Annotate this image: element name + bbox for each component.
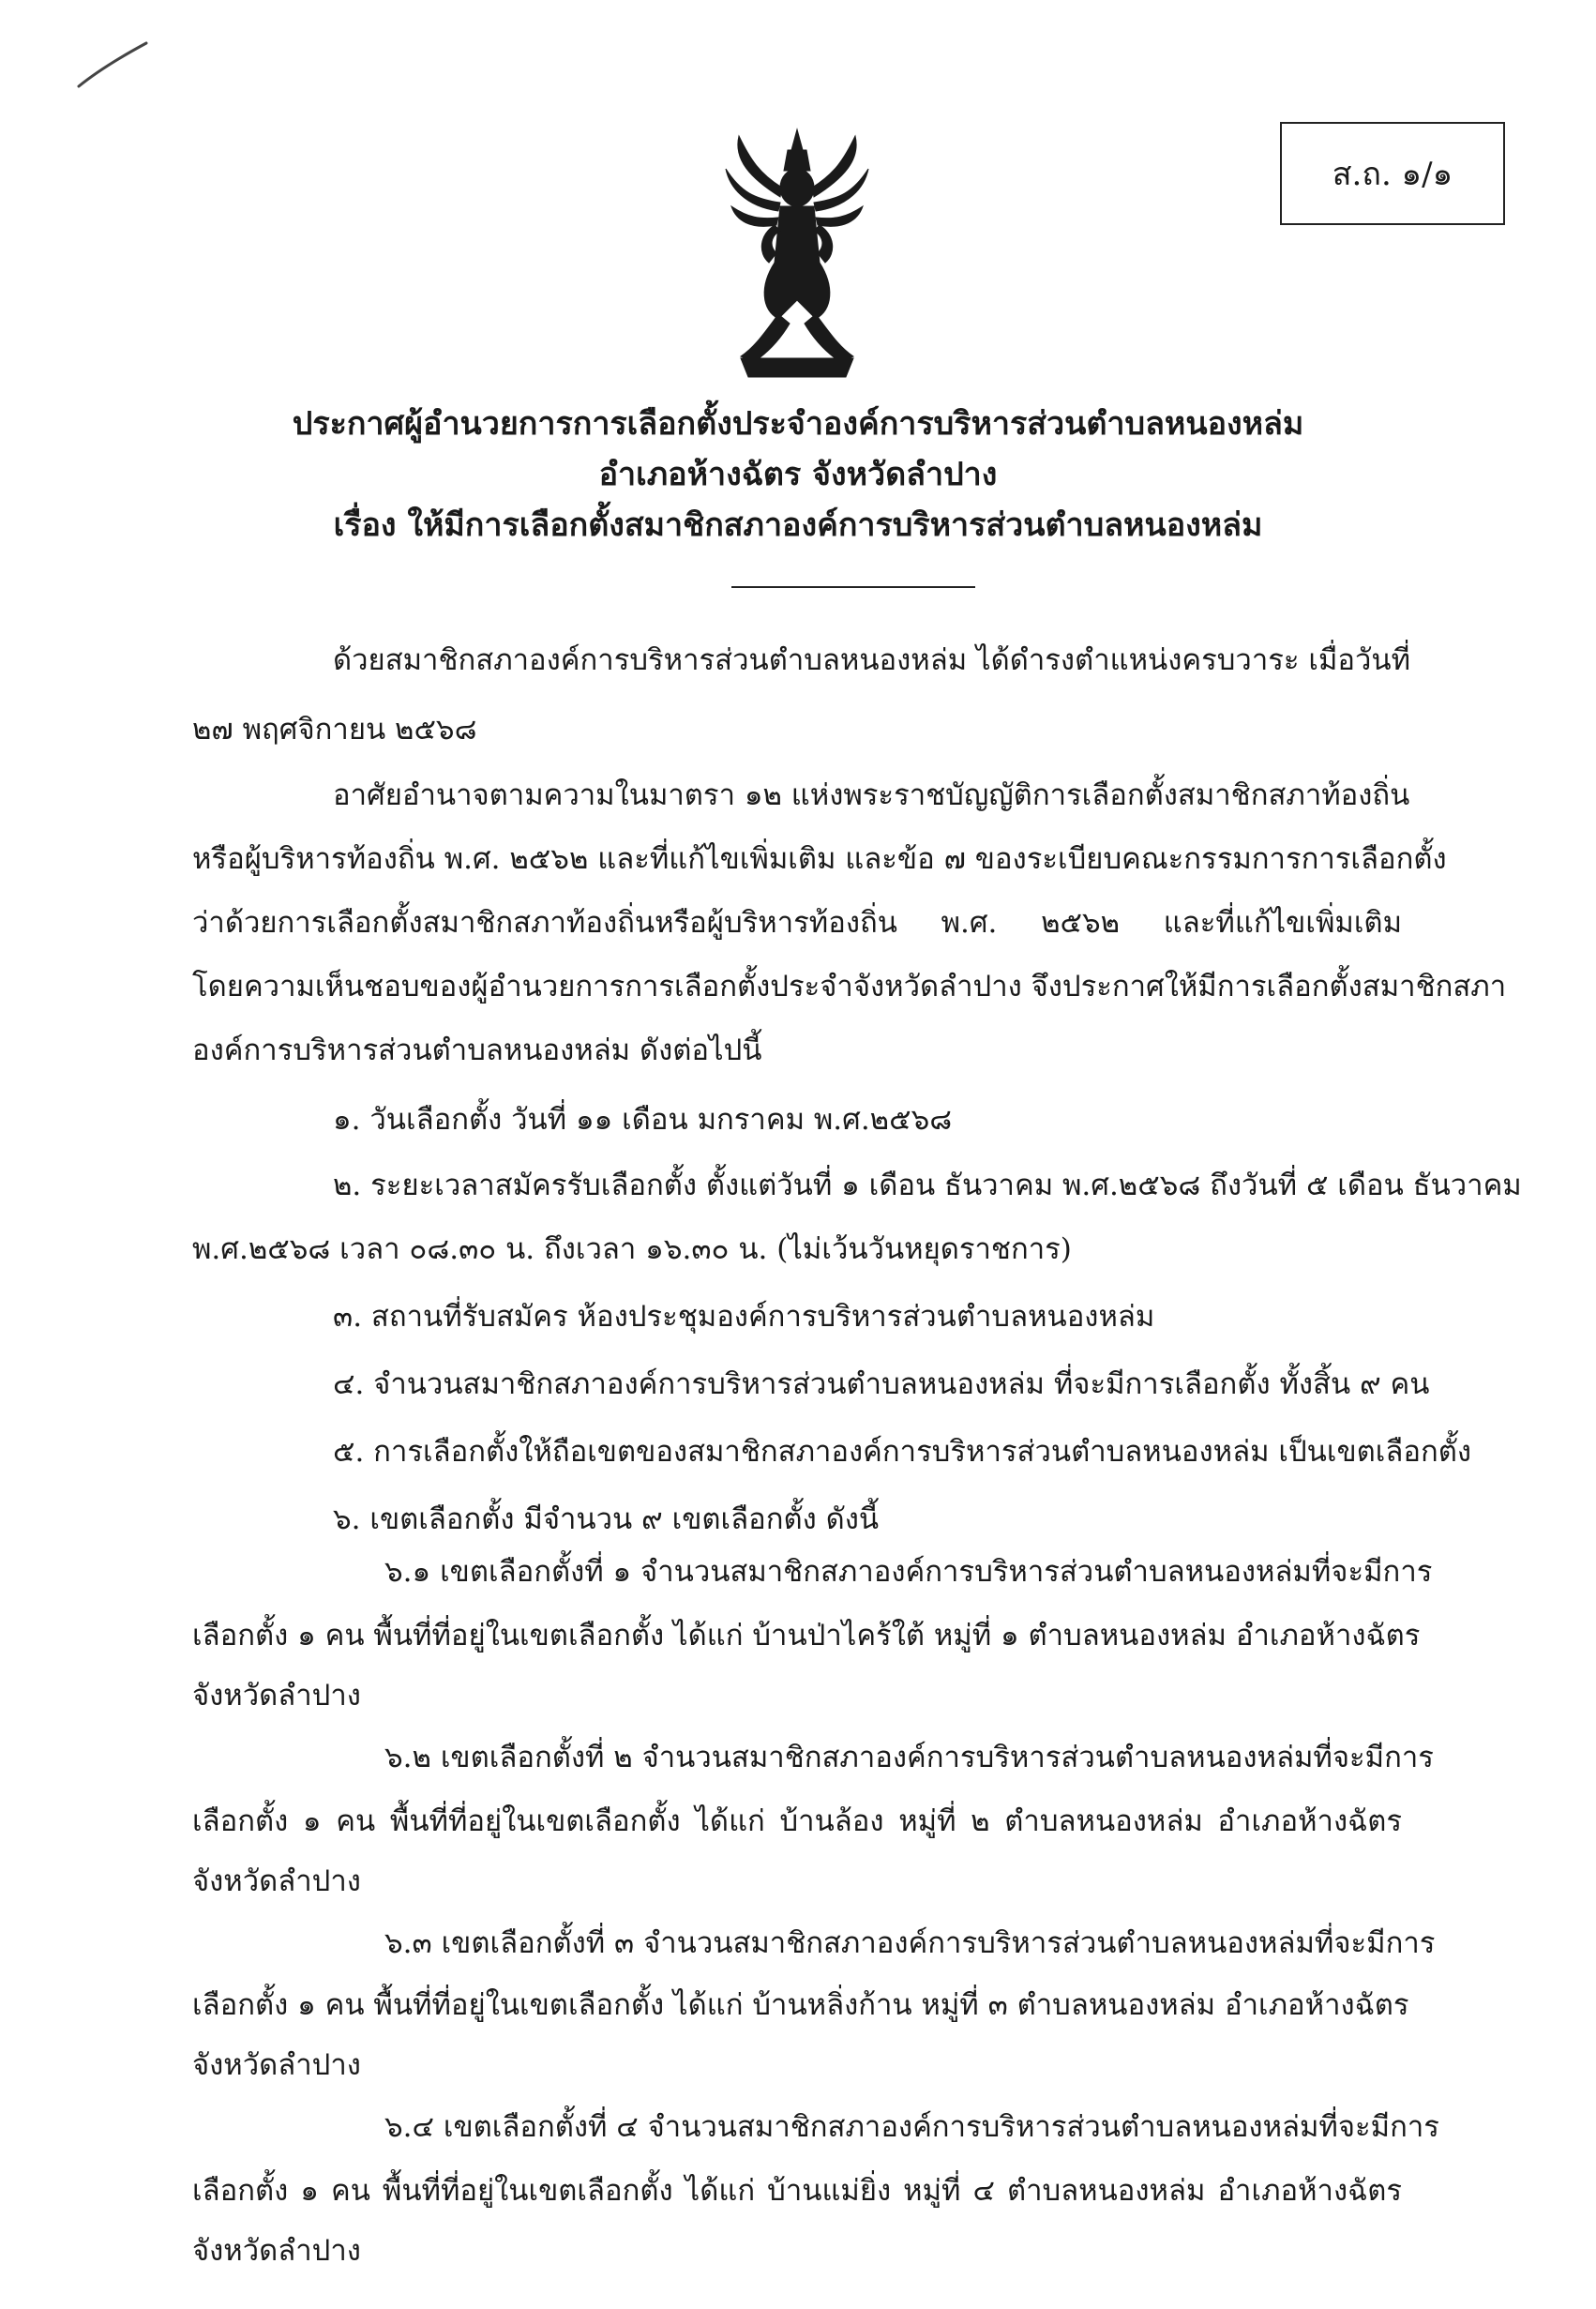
item-2-line-1: ๒. ระยะเวลาสมัครรับเลือกตั้ง ตั้งแต่วันที่ ๑ เดือน ธันวาคม พ.ศ.๒๕๖๘ ถึงวันที่ ๕ เดือน ธันวาคม bbox=[333, 1169, 1522, 1202]
garuda-emblem-icon bbox=[722, 122, 872, 385]
zone-2-line-1: ๖.๒ เขตเลือกตั้งที่ ๒ จำนวนสมาชิกสภาองค์การบริหารส่วนตำบลหนองหล่มที่จะมีการ bbox=[384, 1741, 1434, 1774]
form-code-box bbox=[1280, 122, 1505, 225]
zone-3-line-3: จังหวัดลำปาง bbox=[192, 2048, 361, 2082]
authority-line-2: หรือผู้บริหารท้องถิ่น พ.ศ. ๒๕๖๒ และที่แก้ไขเพิ่มเติม และข้อ ๗ ของระเบียบคณะกรรมการการเลือกตั้ง bbox=[192, 842, 1447, 876]
zone-1-line-2: เลือกตั้ง ๑ คน พื้นที่ที่อยู่ในเขตเลือกตั้ง ได้แก่ บ้านป่าไคร้ใต้ หมู่ที่ ๑ ตำบลหนองหล่ม อำเภอห้างฉัตร bbox=[192, 1619, 1421, 1653]
item-5: ๕. การเลือกตั้งให้ถือเขตของสมาชิกสภาองค์การบริหารส่วนตำบลหนองหล่ม เป็นเขตเลือกตั้ง bbox=[333, 1435, 1472, 1469]
authority-line-1: อาศัยอำนาจตามความในมาตรา ๑๒ แห่งพระราชบัญญัติการเลือกตั้งสมาชิกสภาท้องถิ่น bbox=[333, 778, 1410, 812]
intro-line-1: ด้วยสมาชิกสภาองค์การบริหารส่วนตำบลหนองหล่ม ได้ดำรงตำแหน่งครบวาระ เมื่อวันที่ bbox=[333, 643, 1411, 677]
item-2-line-2: พ.ศ.๒๕๖๘ เวลา ๐๘.๓๐ น. ถึงเวลา ๑๖.๓๐ น. (ไม่เว้นวันหยุดราชการ) bbox=[192, 1232, 1072, 1266]
pen-stroke-mark bbox=[75, 38, 150, 94]
heading-line-3: เรื่อง ให้มีการเลือกตั้งสมาชิกสภาองค์การบริหารส่วนตำบลหนองหล่ม bbox=[333, 506, 1263, 544]
authority-line-4: โดยความเห็นชอบของผู้อำนวยการการเลือกตั้งประจำจังหวัดลำปาง จึงประกาศให้มีการเลือกตั้งสมาชิกสภา bbox=[192, 970, 1507, 1004]
zone-4-line-1: ๖.๔ เขตเลือกตั้งที่ ๔ จำนวนสมาชิกสภาองค์การบริหารส่วนตำบลหนองหล่มที่จะมีการ bbox=[384, 2110, 1439, 2144]
zone-2-line-3: จังหวัดลำปาง bbox=[192, 1864, 361, 1898]
zone-3-line-1: ๖.๓ เขตเลือกตั้งที่ ๓ จำนวนสมาชิกสภาองค์การบริหารส่วนตำบลหนองหล่มที่จะมีการ bbox=[384, 1926, 1436, 1960]
announcement-heading bbox=[0, 399, 1596, 551]
zone-1-line-1: ๖.๑ เขตเลือกตั้งที่ ๑ จำนวนสมาชิกสภาองค์การบริหารส่วนตำบลหนองหล่มที่จะมีการ bbox=[384, 1555, 1433, 1589]
item-4: ๔. จำนวนสมาชิกสภาองค์การบริหารส่วนตำบลหนองหล่ม ที่จะมีการเลือกตั้ง ทั้งสิ้น ๙ คน bbox=[333, 1367, 1430, 1401]
item-3: ๓. สถานที่รับสมัคร ห้องประชุมองค์การบริหารส่วนตำบลหนองหล่ม bbox=[333, 1300, 1155, 1334]
authority-line-5: องค์การบริหารส่วนตำบลหนองหล่ม ดังต่อไปนี้ bbox=[192, 1034, 762, 1067]
heading-divider bbox=[731, 586, 975, 588]
heading-line-1: ประกาศผู้อำนวยการการเลือกตั้งประจำองค์การบริหารส่วนตำบลหนองหล่ม bbox=[292, 405, 1304, 443]
authority-line-3: ว่าด้วยการเลือกตั้งสมาชิกสภาท้องถิ่นหรือผู้บริหารท้องถิ่น พ.ศ. ๒๕๖๒ และที่แก้ไขเพิ่มเติม bbox=[192, 906, 1402, 940]
zone-2-line-2: เลือกตั้ง ๑ คน พื้นที่ที่อยู่ในเขตเลือกตั้ง ได้แก่ บ้านล้อง หมู่ที่ ๒ ตำบลหนองหล่ม อำเภอห้างฉัตร bbox=[192, 1804, 1402, 1838]
zone-4-line-3: จังหวัดลำปาง bbox=[192, 2234, 361, 2268]
item-1: ๑. วันเลือกตั้ง วันที่ ๑๑ เดือน มกราคม พ.ศ.๒๕๖๘ bbox=[333, 1103, 953, 1137]
zone-1-line-3: จังหวัดลำปาง bbox=[192, 1679, 361, 1713]
item-6: ๖. เขตเลือกตั้ง มีจำนวน ๙ เขตเลือกตั้ง ดังนี้ bbox=[333, 1502, 880, 1536]
intro-line-2: ๒๗ พฤศจิกายน ๒๕๖๘ bbox=[192, 713, 477, 747]
zone-4-line-2: เลือกตั้ง ๑ คน พื้นที่ที่อยู่ในเขตเลือกตั้ง ได้แก่ บ้านแม่ยิ่ง หมู่ที่ ๔ ตำบลหนองหล่ม อำเภอห้างฉัตร bbox=[192, 2174, 1402, 2208]
form-code: ส.ถ. ๑/๑ bbox=[1332, 156, 1453, 193]
heading-line-2: อำเภอห้างฉัตร จังหวัดลำปาง bbox=[598, 456, 998, 493]
zone-3-line-2: เลือกตั้ง ๑ คน พื้นที่ที่อยู่ในเขตเลือกตั้ง ได้แก่ บ้านหลิ่งก้าน หมู่ที่ ๓ ตำบลหนองหล่ม อำเภอห้างฉัตร bbox=[192, 1988, 1409, 2022]
